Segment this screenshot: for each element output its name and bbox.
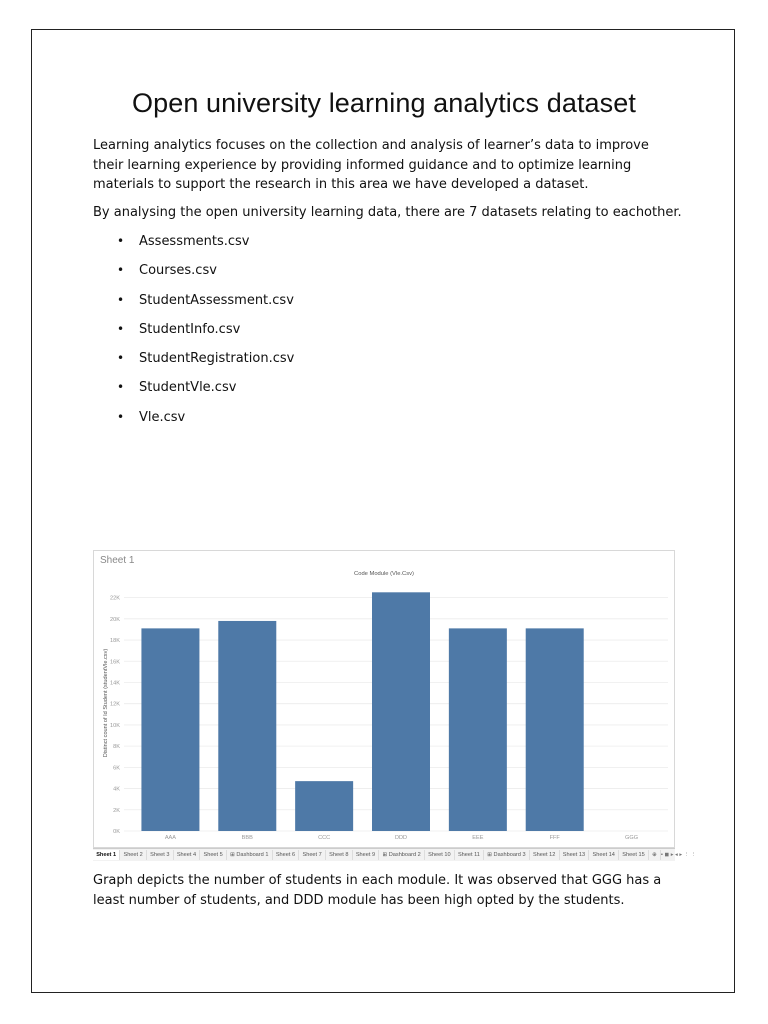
graph-caption: Graph depicts the number of students in each module. It was observed that GGG has a least number of students, and DDD module has been high opted by the students. xyxy=(93,873,662,908)
dataset-file-list xyxy=(93,232,294,437)
bars xyxy=(141,592,583,831)
file-name: StudentAssessment.csv xyxy=(139,292,294,308)
bar-eee xyxy=(449,628,507,831)
x-tick-labels xyxy=(165,835,638,841)
bar-fff xyxy=(526,628,584,831)
sheet-tab[interactable]: Sheet 6 xyxy=(273,850,300,860)
list-item xyxy=(93,408,294,437)
sheet-tab[interactable]: Sheet 10 xyxy=(425,850,455,860)
list-item xyxy=(93,320,294,349)
sheet-tab[interactable]: Sheet 5 xyxy=(200,850,227,860)
bullet-icon: • xyxy=(117,234,125,248)
x-tick-label: DDD xyxy=(394,835,408,841)
x-tick-label: AAA xyxy=(164,835,177,841)
sheet-tab[interactable]: ⊞ Dashboard 3 xyxy=(484,850,530,860)
y-tick-label: 20K xyxy=(110,616,120,623)
sheet-tab[interactable]: Sheet 8 xyxy=(326,850,353,860)
bar-bbb xyxy=(218,621,276,831)
file-name: StudentVle.csv xyxy=(139,380,237,396)
sheet-tab[interactable]: Sheet 2 xyxy=(120,850,147,860)
file-name: StudentRegistration.csv xyxy=(139,351,295,367)
sheet-tab[interactable]: Sheet 15 xyxy=(619,850,649,860)
x-tick-label: BBB xyxy=(241,835,253,841)
sheet-tab[interactable]: Sheet 11 xyxy=(455,850,484,860)
y-tick-label: 10K xyxy=(110,722,120,729)
bar-ccc xyxy=(295,781,353,831)
bullet-icon: • xyxy=(117,409,125,424)
y-tick-label: 16K xyxy=(110,659,120,666)
y-tick-label: 4K xyxy=(113,786,120,793)
x-tick-label: FFF xyxy=(549,835,560,841)
list-item xyxy=(93,291,294,320)
sheet-label: Sheet 1 xyxy=(100,555,135,566)
y-tick-label: 18K xyxy=(110,638,120,645)
sheet-tab[interactable]: Sheet 7 xyxy=(299,850,326,860)
file-name: Vle.csv xyxy=(139,409,186,425)
y-tick-labels xyxy=(110,596,120,835)
sheet-tab[interactable]: ⊞ Dashboard 1 xyxy=(227,850,273,860)
y-tick-label: 14K xyxy=(110,680,120,687)
bar-chart xyxy=(94,551,674,847)
y-axis-label: Distinct count of Id Student (studentVle.csv) xyxy=(103,648,109,758)
list-item xyxy=(93,261,294,290)
file-name: Assessments.csv xyxy=(139,234,250,249)
bullet-icon: • xyxy=(117,263,125,278)
sheet-tab-bar xyxy=(93,848,697,861)
list-item xyxy=(93,349,294,378)
list-item xyxy=(93,232,294,261)
bullet-icon: • xyxy=(117,380,125,395)
sheet-tab[interactable]: Sheet 1 xyxy=(93,850,120,860)
file-name: StudentInfo.csv xyxy=(139,321,241,337)
x-tick-label: GGG xyxy=(625,835,639,841)
x-tick-label: CCC xyxy=(318,835,331,841)
bullet-icon: • xyxy=(117,351,125,366)
y-tick-label: 22K xyxy=(110,595,120,602)
sheet-tab[interactable]: Sheet 9 xyxy=(353,850,380,860)
sheet-tab[interactable]: Sheet 13 xyxy=(560,850,590,860)
list-item xyxy=(93,378,294,407)
y-tick-label: 2K xyxy=(113,807,120,814)
sheet-tab[interactable]: Sheet 4 xyxy=(174,850,201,860)
y-tick-label: 6K xyxy=(113,765,120,772)
sheet-tab[interactable]: Sheet 14 xyxy=(589,850,619,860)
sheet-tab[interactable]: ⊕ xyxy=(649,850,661,860)
y-tick-label: 0K xyxy=(113,829,120,835)
bullet-icon: • xyxy=(117,292,125,307)
sheet-tab[interactable]: ⊞ Dashboard 2 xyxy=(379,850,425,860)
sheet-tab[interactable]: Sheet 12 xyxy=(530,850,560,860)
chart-screenshot xyxy=(93,550,697,860)
chart-title: Code Module (Vle.Csv) xyxy=(354,571,414,577)
datasets-paragraph: By analysing the open university learning data, there are 7 datasets relating to eachother. xyxy=(93,205,682,220)
bar-aaa xyxy=(141,628,199,831)
bar-ddd xyxy=(372,592,430,831)
tab-navigation-controls[interactable]: ▪ ◼ ▸ ◂ ▸ ⋮ ⋮ xyxy=(660,852,697,858)
file-name: Courses.csv xyxy=(139,263,217,279)
x-tick-label: EEE xyxy=(472,835,484,841)
bullet-icon: • xyxy=(117,321,125,336)
sheet-tab[interactable]: Sheet 3 xyxy=(147,850,174,860)
y-tick-label: 12K xyxy=(110,701,120,708)
page-title: Open university learning analytics dataset xyxy=(132,88,636,118)
intro-paragraph: Learning analytics focuses on the collection and analysis of learner’s data to improve their learning experience by providing informed guidance and to optimize learning materials to support the research in this area we have developed a dataset. xyxy=(93,138,649,192)
chart-frame xyxy=(93,550,675,848)
y-tick-label: 8K xyxy=(113,744,120,751)
